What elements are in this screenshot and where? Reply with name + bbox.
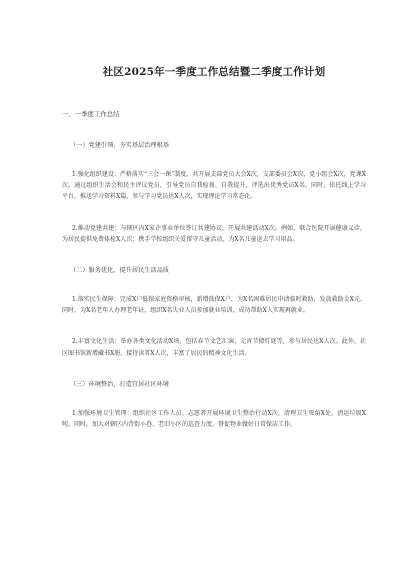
subheading-service: （二）服务优化，提升居民生活品质 xyxy=(70,267,169,275)
paragraph-co-building: 2.推动党建共建：与辖区内X家企事业单位签订共建协议，开展共建活动X次。例如，联合医院开展健康义诊，为居民提供免费体检X人次；携手学校组织关爱留守儿童活动，为X名儿童送去学习用品。 xyxy=(62,224,366,243)
paragraph-culture: 2.丰富文化生活：举办各类文化活动X场，包括春节文艺汇演、元宵节猜灯谜等，参与居民达X人次。此外，社区图书馆新增藏书X册，接待读者X人次，丰富了居民的精神文化生活。 xyxy=(62,338,366,357)
paragraph-organization: 1.强化组织建设：严格落实“三会一课”制度，共开展支部党员大会X次，支部委员会X次，党小组会X次，党课X次。通过组织生活会和民主评议党员，引导党员自我检视、自我提升，评选出优秀党员X名。同时，依托线上学习平台，推送学习资料X篇，参与学习党员达X人次，实现理论学习常态化。 xyxy=(62,171,366,201)
paragraph-sanitation: 1.加强环境卫生管理：组织社区工作人员、志愿者开展环境卫生整治行动X次，清理卫生死角X处，清运垃圾X吨。同时，加大对辖区内背街小巷、老旧小区的巡查力度，督促物业做好日常保洁工作。 xyxy=(62,409,366,429)
subheading-party-building: （一）党建引领，夯实基层治理根基 xyxy=(70,142,169,149)
document-title: 社区2025年一季度工作总结暨二季度工作计划 xyxy=(102,66,326,78)
paragraph-livelihood: 1.落实民生保障：完成X户低保家庭资格审核，新增低保X户，为X名困难居民申请临时救助，发放救助金X元。同时，为X名老年人办理老年证，组织X名失业人员参加就业培训，成功帮助X人实现再就业。 xyxy=(62,296,366,315)
subheading-environment: （三）环境整治，打造宜居社区环境 xyxy=(70,380,169,388)
section-heading-1: 一、一季度工作总结 xyxy=(62,110,120,118)
